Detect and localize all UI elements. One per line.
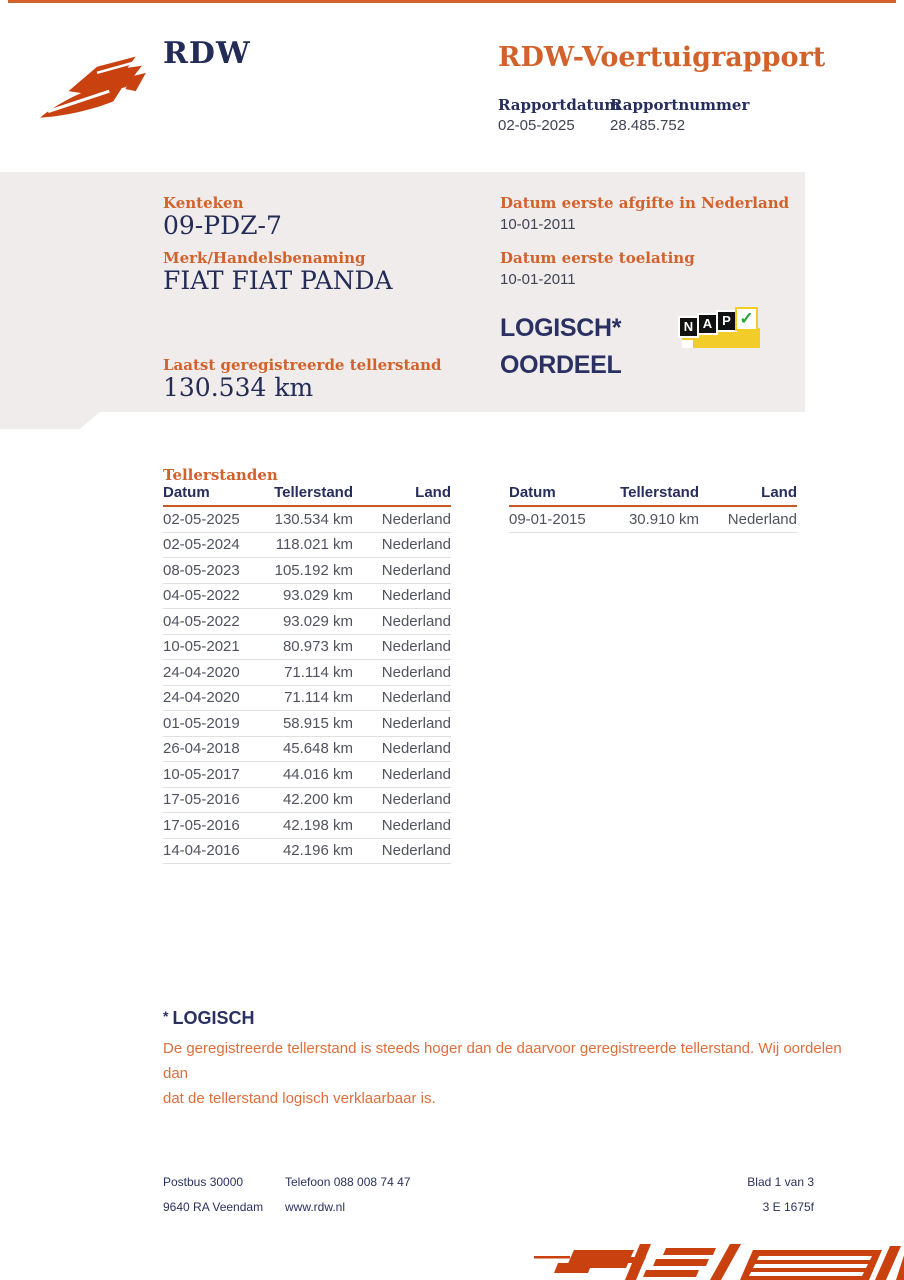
table-row xyxy=(163,813,451,839)
cell-datum: 17-05-2016 xyxy=(163,816,240,834)
header-land: Land xyxy=(415,484,451,501)
tellerstand-value: 130.534 km xyxy=(163,373,314,402)
cell-tellerstand: 93.029 km xyxy=(282,612,353,630)
cell-land: Nederland xyxy=(381,740,451,758)
afgifte-value: 10-01-2011 xyxy=(500,216,576,233)
nap-letter-a: A xyxy=(697,313,718,335)
nap-letter-n: N xyxy=(678,316,699,338)
oordeel-line2: OORDEEL xyxy=(500,351,622,379)
note-body-line1: De geregistreerde tellerstand is steeds hoger dan de daarvoor geregistreerde tellerstand. Wij oordelen dan xyxy=(163,1040,842,1082)
cell-datum: 02-05-2024 xyxy=(163,536,240,554)
header-tellerstand: Tellerstand xyxy=(620,484,699,501)
tellerstanden-table-right xyxy=(509,484,797,533)
cell-land: Nederland xyxy=(381,510,451,528)
tellerstand-label: Laatst geregistreerde tellerstand xyxy=(163,356,442,374)
cell-datum: 10-05-2021 xyxy=(163,638,240,656)
cell-datum: 04-05-2022 xyxy=(163,587,240,605)
table-row xyxy=(163,711,451,737)
cell-tellerstand: 45.648 km xyxy=(282,740,353,758)
nap-letter-p: P xyxy=(716,310,737,332)
merk-value: FIAT FIAT PANDA xyxy=(163,266,393,295)
cell-tellerstand: 80.973 km xyxy=(282,638,353,656)
table-header xyxy=(509,484,797,507)
cell-land: Nederland xyxy=(381,689,451,707)
note-asterisk: * xyxy=(163,1008,169,1024)
header-datum: Datum xyxy=(509,484,556,501)
cell-tellerstand: 105.192 km xyxy=(274,561,353,579)
table-row xyxy=(163,839,451,865)
cell-tellerstand: 118.021 km xyxy=(275,536,353,554)
cell-datum: 01-05-2019 xyxy=(163,714,240,732)
cell-land: Nederland xyxy=(381,842,451,860)
table-row xyxy=(163,737,451,763)
footer-phone: Telefoon 088 008 74 47 xyxy=(285,1175,411,1189)
table-body xyxy=(163,507,451,864)
cell-datum: 04-05-2022 xyxy=(163,612,240,630)
cell-land: Nederland xyxy=(381,612,451,630)
table-row xyxy=(509,507,797,533)
toelating-label: Datum eerste toelating xyxy=(500,249,695,267)
note-heading xyxy=(163,1008,254,1029)
footer-postbus: Postbus 30000 xyxy=(163,1175,244,1189)
table-row xyxy=(163,558,451,584)
cell-datum: 10-05-2017 xyxy=(163,765,240,783)
toelating-value: 10-01-2011 xyxy=(500,271,576,288)
page-title: RDW-Voertuigrapport xyxy=(498,42,826,73)
table-body xyxy=(509,507,797,533)
report-number-value: 28.485.752 xyxy=(610,117,686,134)
cell-datum: 08-05-2023 xyxy=(163,561,240,579)
top-accent-line xyxy=(8,0,896,3)
cell-tellerstand: 30.910 km xyxy=(628,510,699,528)
cell-land: Nederland xyxy=(381,816,451,834)
cell-land: Nederland xyxy=(381,765,451,783)
cell-land: Nederland xyxy=(381,791,451,809)
tellerstanden-section-title: Tellerstanden xyxy=(163,466,278,484)
table-row xyxy=(163,584,451,610)
cell-land: Nederland xyxy=(381,638,451,656)
footer-address xyxy=(163,1170,263,1220)
cell-tellerstand: 71.114 km xyxy=(284,689,353,707)
rdw-logo-wordmark: RDW xyxy=(163,36,251,71)
header-datum: Datum xyxy=(163,484,210,501)
cell-datum: 24-04-2020 xyxy=(163,689,240,707)
note-body-line2: dat de tellerstand logisch verklaarbaar is. xyxy=(163,1090,436,1107)
table-row xyxy=(163,635,451,661)
cell-datum: 02-05-2025 xyxy=(163,510,240,528)
cell-datum: 09-01-2015 xyxy=(509,510,586,528)
note-body xyxy=(163,1036,843,1111)
nap-notch xyxy=(682,340,693,348)
note-heading-text: LOGISCH xyxy=(172,1008,255,1028)
table-row xyxy=(163,686,451,712)
tellerstanden-table-left xyxy=(163,484,451,864)
afgifte-label: Datum eerste afgifte in Nederland xyxy=(500,194,790,212)
cell-tellerstand: 42.196 km xyxy=(282,842,353,860)
speed-stripes-graphic xyxy=(520,1243,904,1280)
footer-website: www.rdw.nl xyxy=(285,1200,346,1214)
cell-datum: 14-04-2016 xyxy=(163,842,240,860)
table-header xyxy=(163,484,451,507)
cell-datum: 26-04-2018 xyxy=(163,740,240,758)
report-number-label: Rapportnummer xyxy=(610,96,750,114)
footer-city: 9640 RA Veendam xyxy=(163,1200,264,1214)
cell-tellerstand: 93.029 km xyxy=(282,587,353,605)
rdw-wing-icon xyxy=(38,46,152,120)
cell-tellerstand: 58.915 km xyxy=(282,714,353,732)
header-land: Land xyxy=(761,484,797,501)
cell-tellerstand: 44.016 km xyxy=(282,765,353,783)
cell-land: Nederland xyxy=(381,663,451,681)
nap-logo xyxy=(678,306,766,352)
kenteken-label: Kenteken xyxy=(163,194,244,212)
cell-tellerstand: 71.114 km xyxy=(284,663,353,681)
cell-datum: 24-04-2020 xyxy=(163,663,240,681)
table-row xyxy=(163,533,451,559)
table-row xyxy=(163,762,451,788)
report-date-label: Rapportdatum xyxy=(498,96,621,114)
kenteken-value: 09-PDZ-7 xyxy=(163,211,282,240)
table-row xyxy=(163,788,451,814)
table-row xyxy=(163,609,451,635)
table-row xyxy=(163,507,451,533)
cell-land: Nederland xyxy=(381,587,451,605)
footer-doc-code: 3 E 1675f xyxy=(762,1200,814,1214)
cell-land: Nederland xyxy=(381,561,451,579)
report-date-value: 02-05-2025 xyxy=(498,117,575,134)
merk-label: Merk/Handelsbenaming xyxy=(163,249,366,267)
cell-land: Nederland xyxy=(381,714,451,732)
header-tellerstand: Tellerstand xyxy=(274,484,353,501)
cell-land: Nederland xyxy=(381,536,451,554)
cell-land: Nederland xyxy=(727,510,797,528)
cell-tellerstand: 130.534 km xyxy=(274,510,353,528)
footer-page-info xyxy=(747,1170,814,1220)
cell-tellerstand: 42.200 km xyxy=(282,791,353,809)
oordeel-text xyxy=(500,310,622,384)
footer-contact xyxy=(285,1170,410,1220)
cell-tellerstand: 42.198 km xyxy=(282,816,353,834)
table-row xyxy=(163,660,451,686)
oordeel-line1: LOGISCH* xyxy=(500,314,622,342)
footer-page-indicator: Blad 1 van 3 xyxy=(747,1175,814,1189)
cell-datum: 17-05-2016 xyxy=(163,791,240,809)
check-icon: ✓ xyxy=(735,307,758,331)
